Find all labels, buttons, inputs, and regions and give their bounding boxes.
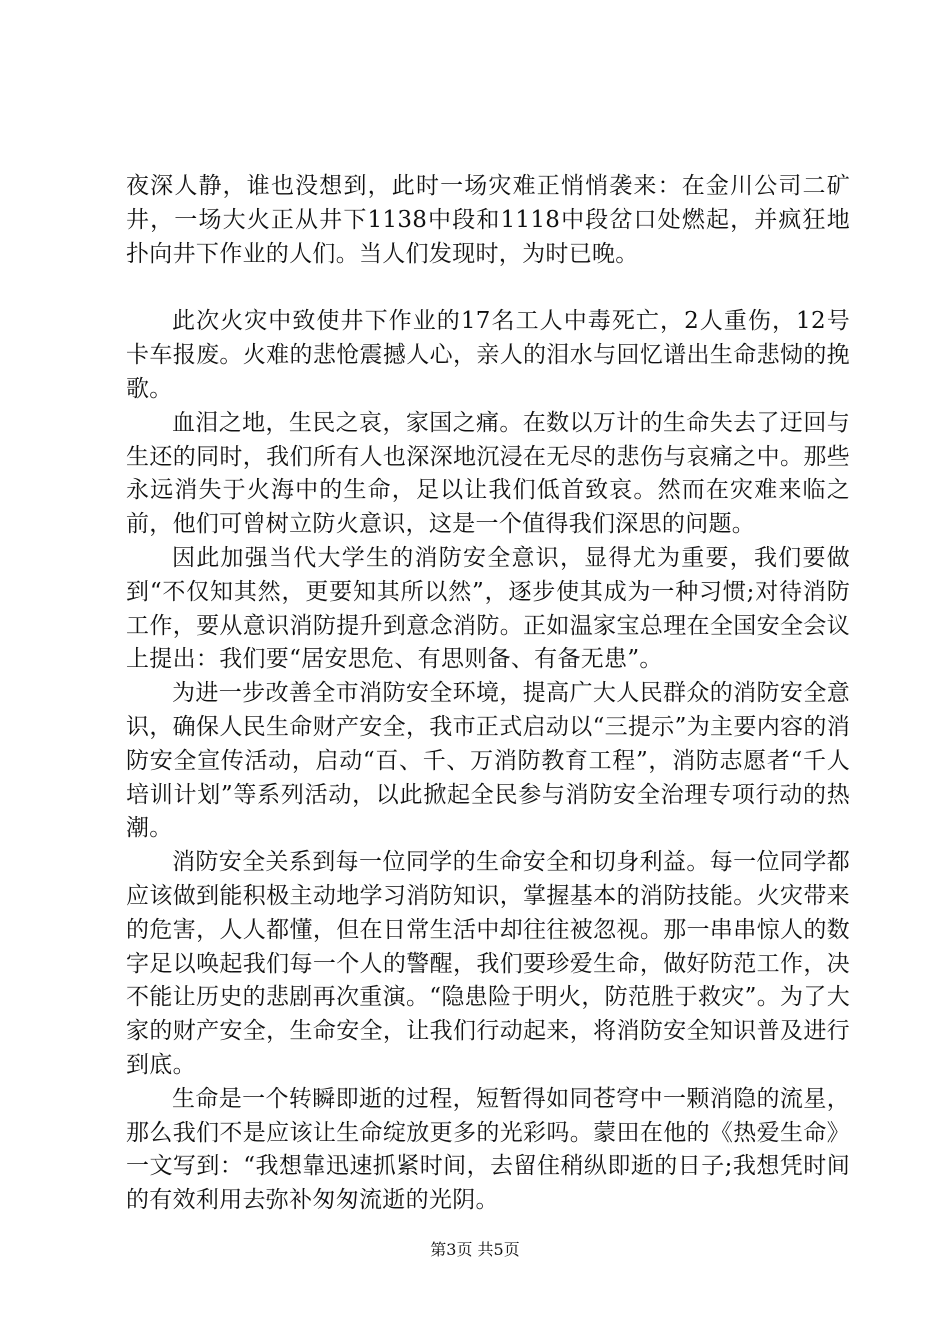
paragraph-4: 因此加强当代大学生的消防安全意识，显得尤为重要，我们要做到“不仅知其然，更要知其所以然”，逐步使其成为一种习惯;对待消防工作，要从意识消防提升到意念消防。正如温家宝总理在全国安全会议上提出：我们要“居安思危、有思则备、有备无患”。 bbox=[126, 544, 850, 673]
document-body bbox=[126, 170, 850, 1218]
paragraph-5: 为进一步改善全市消防安全环境，提高广大人民群众的消防安全意识，确保人民生命财产安全，我市正式启动以“三提示”为主要内容的消防安全宣传活动，启动“百、千、万消防教育工程”，消防志愿者“千人培训计划”等系列活动，以此掀起全民参与消防安全治理专项行动的热潮。 bbox=[126, 680, 850, 842]
page-number-footer: 第3页 共5页 bbox=[430, 1240, 520, 1259]
paragraph-7: 生命是一个转瞬即逝的过程，短暂得如同苍穹中一颗消隐的流星，那么我们不是应该让生命绽放更多的光彩吗。蒙田在他的《热爱生命》一文写到：“我想靠迅速抓紧时间，去留住稍纵即逝的日子;我想凭时间的有效利用去弥补匆匆流逝的光阴。 bbox=[126, 1085, 850, 1214]
paragraph-3: 血泪之地，生民之哀，家国之痛。在数以万计的生命失去了迂回与生还的同时，我们所有人也深深地沉浸在无尽的悲伤与哀痛之中。那些永远消失于火海中的生命，足以让我们低首致哀。然而在灾难来临之前，他们可曾树立防火意识，这是一个值得我们深思的问题。 bbox=[126, 409, 850, 538]
paragraph-1: 夜深人静，谁也没想到，此时一场灾难正悄悄袭来：在金川公司二矿井，一场大火正从井下1138中段和1118中段岔口处燃起，并疯狂地扑向井下作业的人们。当人们发现时，为时已晚。 bbox=[126, 173, 850, 267]
paragraph-6: 消防安全关系到每一位同学的生命安全和切身利益。每一位同学都应该做到能积极主动地学习消防知识，掌握基本的消防技能。火灾带来的危害，人人都懂，但在日常生活中却往往被忽视。那一串串惊人的数字足以唤起我们每一个人的警醒，我们要珍爱生命，做好防范工作，决不能让历史的悲剧再次重演。“隐患险于明火，防范胜于救灾”。为了大家的财产安全，生命安全，让我们行动起来，将消防安全知识普及进行到底。 bbox=[126, 849, 850, 1078]
paragraph-2: 此次火灾中致使井下作业的17名工人中毒死亡，2人重伤，12号卡车报废。火难的悲怆震撼人心，亲人的泪水与回忆谱出生命悲恸的挽歌。 bbox=[126, 308, 850, 402]
